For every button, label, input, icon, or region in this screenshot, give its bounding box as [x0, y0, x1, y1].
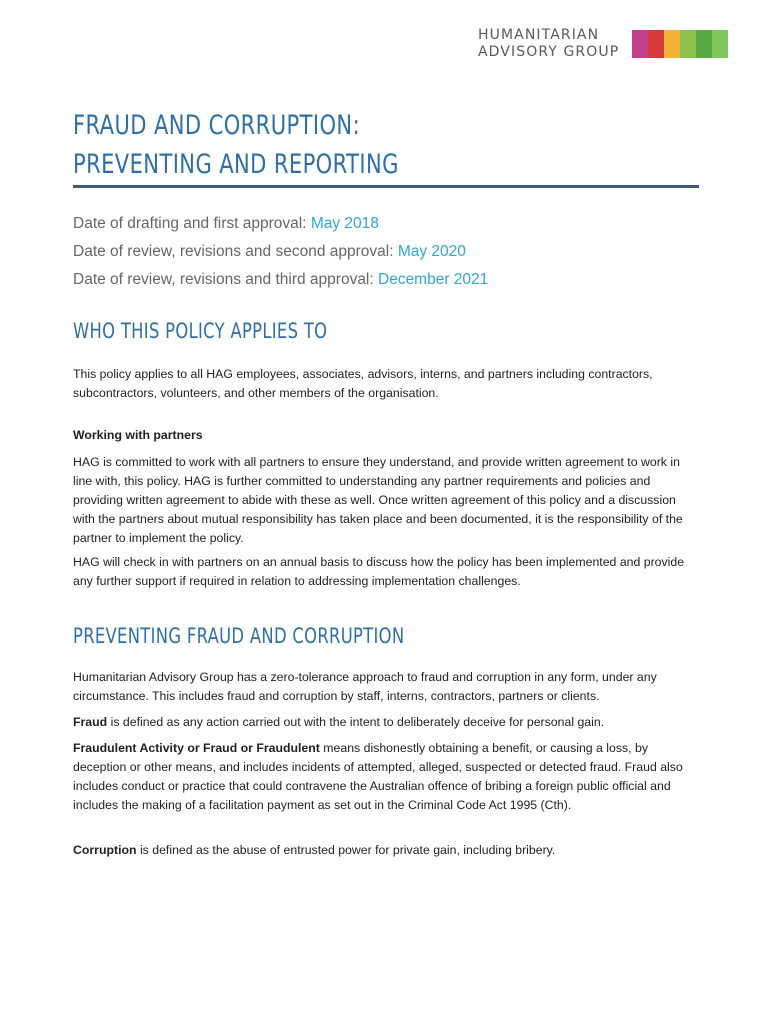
paragraph-policy-scope: This policy applies to all HAG employees, associates, advisors, interns, and partners including contractors, subcontractors, volunteers, and other members of the organisation. [73, 367, 653, 400]
section-heading-policy-scope: WHO THIS POLICY APPLIES TO [73, 319, 328, 343]
definition-text: is defined as the abuse of entrusted power for private gain, including bribery. [136, 843, 556, 857]
logo-line-2: ADVISORY GROUP [478, 44, 620, 60]
logo-wordmark [478, 26, 623, 60]
date-value: May 2020 [397, 243, 466, 260]
logo-swatch [696, 30, 712, 58]
term-fraud: Fraud [73, 715, 108, 729]
logo-swatch [648, 30, 664, 58]
date-value: December 2021 [378, 271, 489, 288]
paragraph-partner-commitment: HAG is committed to work with all partners to ensure they understand, and provide written agreement to work in line with, this policy. HAG is further committed to understanding any partner requirements and policies and providing written agreement to abide with these as well. Once written agreement of this policy and a discussion with the partners about mutual responsibility has taken place and been documented, it is the responsibility of the partner to implement the policy. [73, 455, 683, 545]
document-title [73, 106, 399, 184]
definition-corruption [73, 841, 693, 860]
date-label: Date of review, revisions and second approval: [73, 243, 398, 260]
term-corruption: Corruption [73, 843, 137, 857]
paragraph-zero-tolerance: Humanitarian Advisory Group has a zero-tolerance approach to fraud and corruption in any form, under any circumstance. This includes fraud and corruption by staff, interns, contractors, partners or clients. [73, 670, 657, 703]
logo-line-1: HUMANITARIAN [478, 27, 600, 43]
paragraph-partner-check-in: HAG will check in with partners on an annual basis to discuss how the policy has been implemented and provide any further support if required in relation to addressing implementation challenges. [73, 555, 685, 588]
date-line-second-review [73, 238, 488, 266]
logo-swatch [680, 30, 696, 58]
term-fraudulent-activity: Fraudulent Activity or Fraud or Fraudulent [73, 741, 320, 755]
definition-fraud [73, 713, 693, 732]
date-line-drafting [73, 210, 488, 238]
logo-color-swatches [632, 30, 728, 58]
title-line-2: PREVENTING AND REPORTING [73, 149, 399, 180]
logo-swatch [664, 30, 680, 58]
date-line-third-review [73, 266, 488, 294]
logo-swatch [632, 30, 648, 58]
definition-text: means dishonestly obtaining a benefit, or causing a loss, by deception or other means, and includes incidents of attempted, alleged, suspected or detected fraud. Fraud also includes conduct or practice that could contravene the Australian offence of bribing a foreign public official and includes the making of a facilitation payment as set out in the Criminal Code Act 1995 (Cth). [73, 741, 683, 812]
section-heading-preventing-fraud: PREVENTING FRAUD AND CORRUPTION [73, 624, 405, 648]
date-label: Date of drafting and first approval: [73, 215, 311, 232]
title-divider [73, 185, 699, 188]
date-label: Date of review, revisions and third approval: [73, 271, 378, 288]
definition-fraudulent-activity [73, 739, 693, 815]
definition-text: is defined as any action carried out with the intent to deliberately deceive for personal gain. [107, 715, 605, 729]
approval-dates [73, 210, 488, 294]
subheading-working-with-partners: Working with partners [73, 428, 203, 442]
date-value: May 2018 [310, 215, 379, 232]
logo-swatch [712, 30, 728, 58]
title-line-1: FRAUD AND CORRUPTION: [73, 110, 361, 141]
